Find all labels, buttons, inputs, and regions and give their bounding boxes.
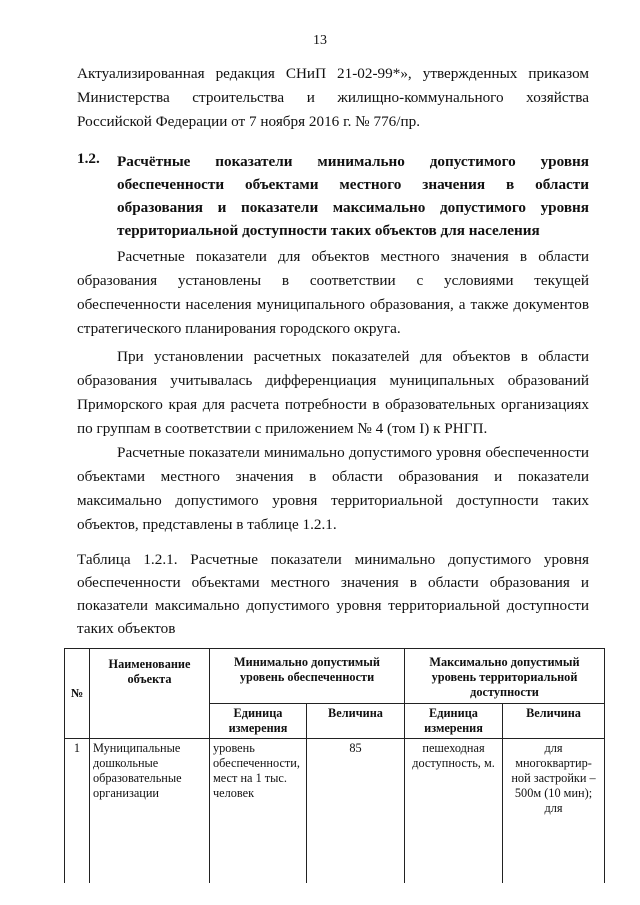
intro-paragraph: Актуализированная редакция СНиП 21-02-99*», утвержденных приказом Министерства строительства и жилищно-коммунального хозяйства Российской Федерации от 7 ноября 2016 г. № 776/пр. [77,65,589,130]
row-min-value: 85 [307,739,405,884]
row-max-unit: пешеходная доступность, м. [405,739,503,884]
table-row [65,739,605,884]
header-object-name: Наименование объекта [90,649,210,739]
section-title: Расчётные показатели минимально допустимого уровня обеспеченности объектами местного значения в области образования и показатели максимально допустимого уровня территориальной доступности таких объектов для населения [117,153,589,239]
table-caption: Таблица 1.2.1. Расчетные показатели минимально допустимого уровня обеспеченности объектами местного значения в области образования и показатели максимально допустимого уровня территориальной доступности таких объектов [77,551,589,637]
header-max-accessibility: Максимально допустимый уровень территориальной доступности [405,649,605,704]
row-max-value: для многоквартир-ной застройки – 500м (10 мин); для [503,739,605,884]
table-header-row [65,649,605,704]
header-number: № [65,649,90,739]
section-number: 1.2. [77,150,100,167]
body-paragraph-1: Расчетные показатели для объектов местного значения в области образования установлены в соответствии с условиями текущей обеспеченности населения муниципального образования, а также документов стратегического планирования городского округа. [77,248,589,337]
body-paragraph-3: Расчетные показатели минимально допустимого уровня обеспеченности объектами местного значения в области образования и показатели максимально допустимого уровня территориальной доступности таких объектов, представлены в таблице 1.2.1. [77,444,589,533]
subheader-max-unit: Единица измерения [405,704,503,739]
subheader-min-unit: Единица измерения [210,704,307,739]
body-paragraph-2: При установлении расчетных показателей для объектов в области образования учитывалась дифференциация муниципальных образований Приморского края для расчета потребности в образовательных организациях по группам в соответствии с приложением № 4 (том I) к РНГП. [77,348,589,437]
page-number: 13 [313,33,327,48]
row-object-name: Муниципальные дошкольные образовательные организации [90,739,210,884]
row-number: 1 [65,739,90,884]
row-min-unit: уровень обеспеченности, мест на 1 тыс. человек [210,739,307,884]
header-min-level: Минимально допустимый уровень обеспеченности [210,649,405,704]
subheader-max-value: Величина [503,704,605,739]
subheader-min-value: Величина [307,704,405,739]
indicators-table [64,648,605,883]
